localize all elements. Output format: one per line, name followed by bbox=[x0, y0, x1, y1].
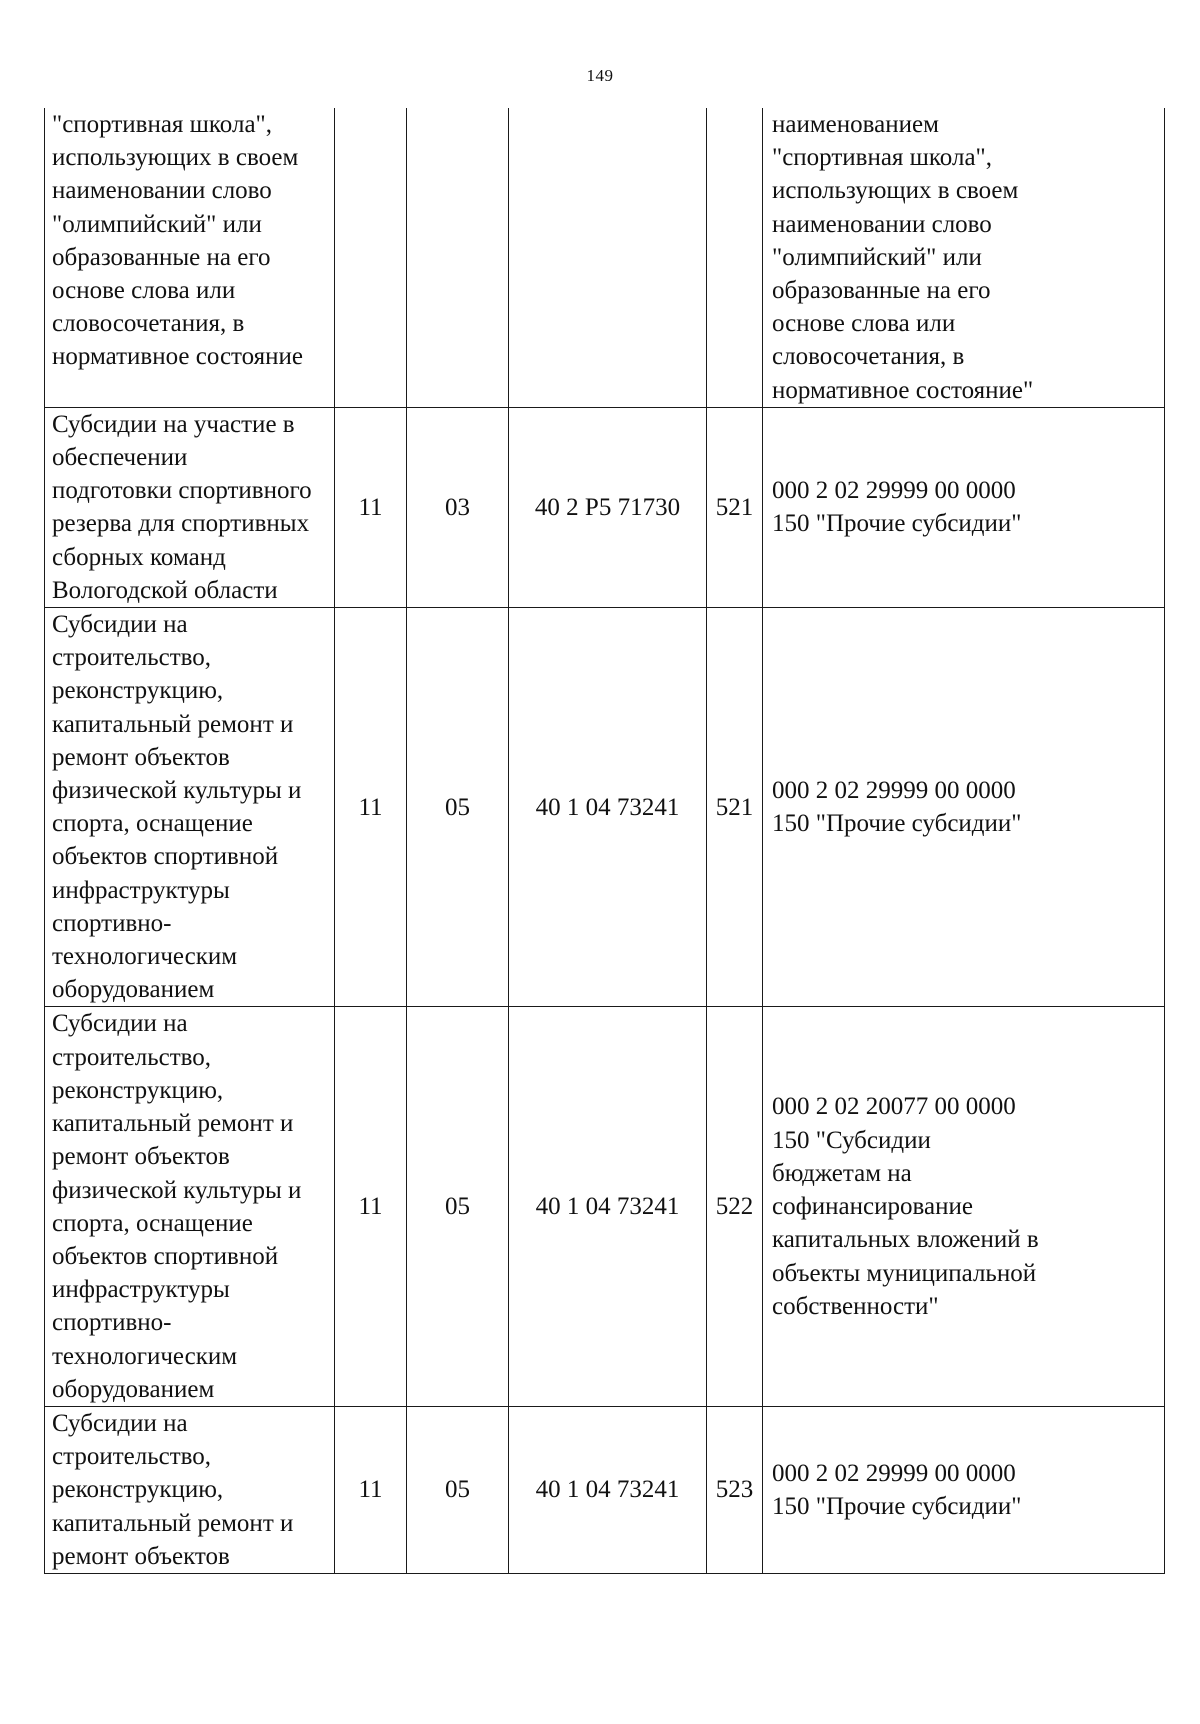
row-subsection: 03 bbox=[407, 407, 509, 607]
appendix-table bbox=[44, 108, 1165, 1574]
row-subsection bbox=[407, 108, 509, 407]
row-section: 11 bbox=[335, 407, 407, 607]
row-target-article bbox=[509, 108, 707, 407]
table-row bbox=[45, 108, 1165, 407]
row-target-article: 40 1 04 73241 bbox=[509, 1007, 707, 1406]
page-number: 149 bbox=[586, 66, 614, 85]
row-income-code: 000 2 02 29999 00 0000 150 "Прочие субсидии" bbox=[763, 608, 1165, 1007]
row-target-article: 40 1 04 73241 bbox=[509, 1406, 707, 1573]
table-row bbox=[45, 608, 1165, 1007]
row-section: 11 bbox=[335, 608, 407, 1007]
row-subsection: 05 bbox=[407, 1406, 509, 1573]
row-expense-type bbox=[707, 108, 763, 407]
row-name: Субсидии на строительство, реконструкцию, капитальный ремонт и ремонт объектов физической культуры и спорта, оснащение объектов спортивной инфраструктуры спортивно- технологическим оборудованием bbox=[45, 1007, 335, 1406]
row-name: Субсидии на строительство, реконструкцию, капитальный ремонт и ремонт объектов физической культуры и спорта, оснащение объектов спортивной инфраструктуры спортивно- технологическим оборудованием bbox=[45, 608, 335, 1007]
row-income-code: 000 2 02 20077 00 0000 150 "Субсидии бюджетам на софинансирование капитальных вложений в объекты муниципальной собственности" bbox=[763, 1007, 1165, 1406]
table-row bbox=[45, 407, 1165, 607]
row-target-article: 40 1 04 73241 bbox=[509, 608, 707, 1007]
row-income-code: 000 2 02 29999 00 0000 150 "Прочие субсидии" bbox=[763, 407, 1165, 607]
row-expense-type: 523 bbox=[707, 1406, 763, 1573]
row-section: 11 bbox=[335, 1406, 407, 1573]
table-row bbox=[45, 1406, 1165, 1573]
row-expense-type: 521 bbox=[707, 608, 763, 1007]
row-name: "спортивная школа", использующих в своем наименовании слово "олимпийский" или образованные на его основе слова или словосочетания, в нормативное состояние bbox=[45, 108, 335, 407]
row-income-code: 000 2 02 29999 00 0000 150 "Прочие субсидии" bbox=[763, 1406, 1165, 1573]
row-expense-type: 522 bbox=[707, 1007, 763, 1406]
row-subsection: 05 bbox=[407, 1007, 509, 1406]
row-section bbox=[335, 108, 407, 407]
row-target-article: 40 2 P5 71730 bbox=[509, 407, 707, 607]
row-subsection: 05 bbox=[407, 608, 509, 1007]
row-name: Субсидии на участие в обеспечении подготовки спортивного резерва для спортивных сборных команд Вологодской области bbox=[45, 407, 335, 607]
row-income-code: наименованием "спортивная школа", использующих в своем наименовании слово "олимпийский" или образованные на его основе слова или словосочетания, в нормативное состояние" bbox=[763, 108, 1165, 407]
row-section: 11 bbox=[335, 1007, 407, 1406]
table-row bbox=[45, 1007, 1165, 1406]
row-expense-type: 521 bbox=[707, 407, 763, 607]
row-name: Субсидии на строительство, реконструкцию, капитальный ремонт и ремонт объектов bbox=[45, 1406, 335, 1573]
